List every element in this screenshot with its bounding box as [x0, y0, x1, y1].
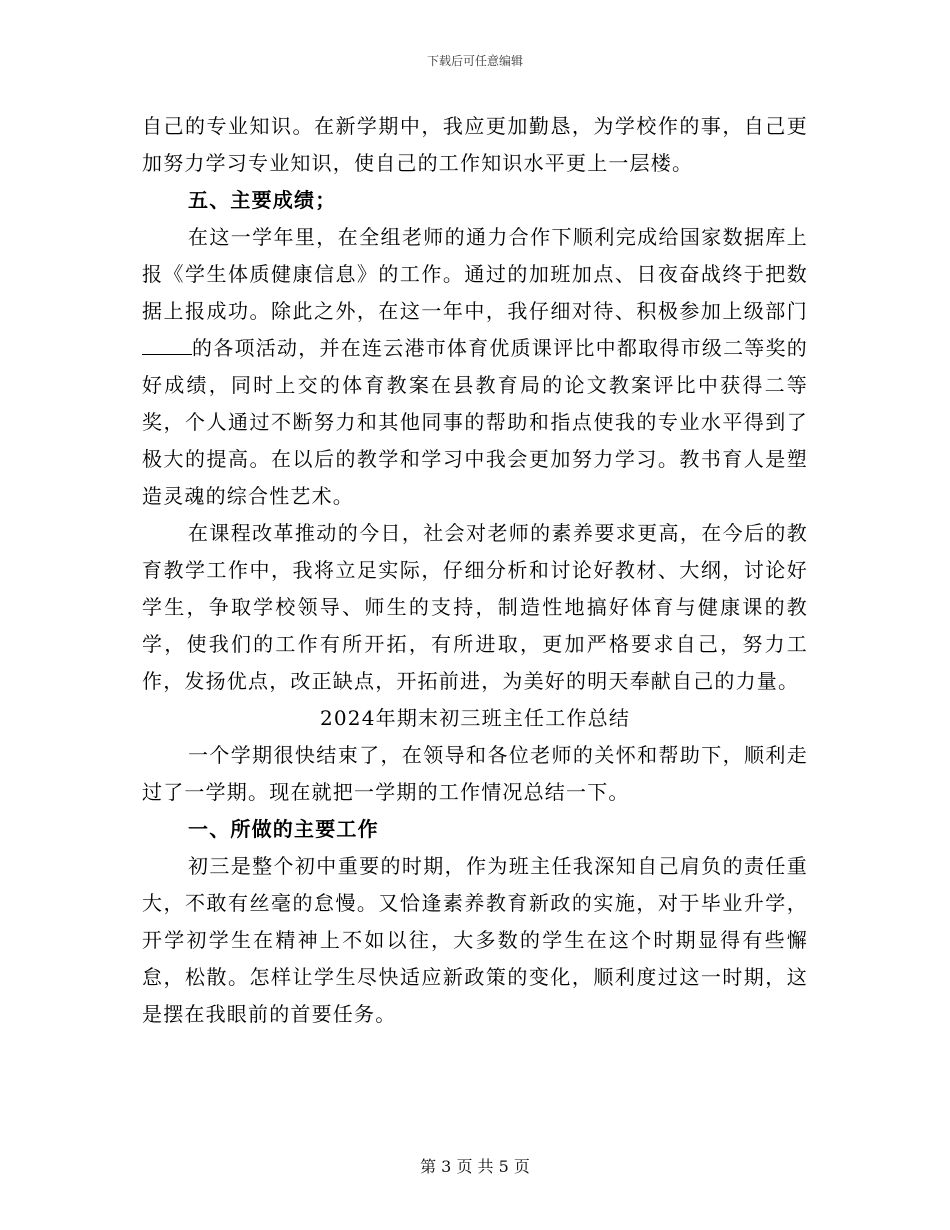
- paragraph-outlook: 在课程改革推动的今日，社会对老师的素养要求更高，在今后的教育教学工作中，我将立足实际，仔细分析和讨论好教材、大纲，讨论好学生，争取学校领导、师生的支持，制造性地搞好体育与健康课的教学，使我们的工作有所开拓，有所进取，更加严格要求自己，努力工作，发扬优点，改正缺点，开拓前进，为美好的明天奉献自己的力量。: [142, 521, 808, 693]
- fill-in-blank: [142, 354, 192, 355]
- paragraph-text: 的各项活动，并在连云港市体育优质课评比中都取得市级二等奖的好成绩，同时上交的体育教案在县教育局的论文教案评比中获得二等奖，个人通过不断努力和其他同事的帮助和指点使我的专业水平得到了极大的提高。在以后的教学和学习中我会更加努力学习。教书育人是塑造灵魂的综合性艺术。: [142, 336, 808, 508]
- paragraph-achievements: [142, 219, 808, 515]
- paragraph-continued: 自己的专业知识。在新学期中，我应更加勤恳，为学校作的事，自己更加努力学习专业知识，使自己的工作知识水平更上一层楼。: [142, 114, 808, 175]
- page-number: 第 3 页 共 5 页: [420, 1157, 530, 1176]
- document-body: [142, 108, 808, 1033]
- section-heading-achievements: 五、主要成绩；: [188, 188, 337, 212]
- document-title: 2024年期末初三班主任工作总结: [319, 706, 631, 730]
- paragraph-text: 在这一学年里，在全组老师的通力合作下顺利完成给国家数据库上报《学生体质健康信息》的工作。通过的加班加点、日夜奋战终于把数据上报成功。除此之外，在这一年中，我仔细对待、积极参加上级部门: [142, 225, 808, 323]
- paragraph-intro: 一个学期很快结束了，在领导和各位老师的关怀和帮助下，顺利走过了一学期。现在就把一学期的工作情况总结一下。: [142, 743, 808, 804]
- header-note: 下载后可任意编辑: [426, 54, 523, 68]
- section-heading-main-work: 一、所做的主要工作: [188, 817, 379, 841]
- paragraph-main-work: 初三是整个初中重要的时期，作为班主任我深知自己肩负的责任重大，不敢有丝毫的怠慢。又恰逢素养教育新政的实施，对于毕业升学，开学初学生在精神上不如以往，大多数的学生在这个时期显得有些懈怠，松散。怎样让学生尽快适应新政策的变化，顺利度过这一时期，这是摆在我眼前的首要任务。: [142, 854, 808, 1026]
